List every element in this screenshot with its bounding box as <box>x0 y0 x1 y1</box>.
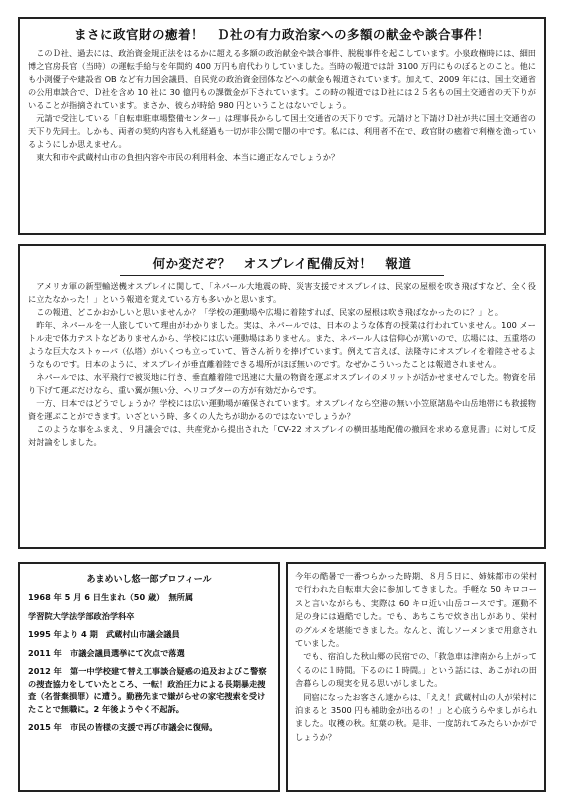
article-paragraph: ネパールでは、水平飛行で被災地に行き、垂直離着陸で迅速に大量の物資を運ぶオスプレイのメリットが活かせませんでした。物資を吊り下げて運ぶだけなら、重い翼が無い分、ヘリコプターの方が有効だからです。 <box>28 372 536 395</box>
article-paragraph: 元請で受注している「自転車駐車場整備センター」は理事長からして国土交通省の天下りです。元請けと下請けＤ社が共に国土交通省の天下り先同士。しかも、両者の契約内容も入札経過も一切が非公開で闇の中です。私には、利用者不在で、政官財の癒着で利権を漁っているようにしか思えません。 <box>28 113 536 149</box>
article-paragraph: 東大和市や武蔵村山市の負担内容や市民の利用料金、本当に適正なんでしょうか？ <box>36 152 340 162</box>
article-paragraph: 一方、日本ではどうでしょうか？学校には広い運動場が確保されています。オスプレイなら空港の無い小笠原諸島や山岳地帯にも救援物資を運ぶことができます。いざという時、多くの人たちが助かるのではないでしょうか？ <box>28 398 536 421</box>
profile-title: あまめいし悠一郎プロフィール <box>86 575 212 585</box>
profile-line: 1995 年より 4 期 武蔵村山市議会議員 <box>28 629 180 639</box>
article-paragraph: この報道、どこかおかしいと思いませんか？「学校の運動場や広場に着陸すれば、民家の屋根は吹き飛ばなかったのに？」と。 <box>36 307 503 317</box>
profile-box <box>18 562 280 792</box>
article-osprey <box>18 244 546 549</box>
profile-line: 学習院大学法学部政治学科卒 <box>28 610 135 621</box>
article-paragraph: アメリカ軍の新型輸送機オスプレイに関して、「ネパール大地震の時、災害支援でオスプレイは、民家の屋根を吹き飛ばすなど、全く役に立たなかった！」という報道を覚えている方も多いかと思います。 <box>28 281 536 304</box>
article-title: まさに政官財の癒着！ Ｄ社の有力政治家への多額の献金や談合事件！ <box>73 27 490 42</box>
profile-line: 2015 年 市民の皆様の支援で再び市議会に復帰。 <box>28 722 218 732</box>
article-paragraph: このような事をふまえ、９月議会では、共産党から提出された「CV-22 オスプレイの横田基地配備の撤回を求める意見書」に対して反対討論をしました。 <box>28 424 536 447</box>
profile-line: 1968 年 5 月 6 日生まれ（50 歳） 無所属 <box>28 592 194 602</box>
article-paragraph: 昨年、ネパールを一人旅していて理由がわかりました。実は、ネパールでは、日本のような体育の授業は行われていません。100 メートル走で体力テストなどありませんから、学校には広い運動場はありません。また、ネパール人は信仰心が篤いので、広場には、五重塔のような巨大なストゥーパ（仏塔）がいくつも立っていて、皆さん祈りを捧げています。例えて言えば、法隆寺にオスプレイを着陸させるようなものです。日本のように、オスプレイが垂直離着陸できる場所がほぼ無いのです。なぜかこういったことは報道されません。 <box>28 320 536 369</box>
article-paragraph: このＤ社、過去には、政治資金規正法をはるかに超える多額の政治献金や談合事件、脱税事件を起こしています。小泉政権時には、細田博之官房長官（当時）の運転手給与を年間約 400 万円も肩代わりしていました。当時の報道では計 3100 万円にものぼるとのこと。他にも小渕優子や建設省 OB など有力国会議員、自民党の政治資金団体などへの献金も報道されています。加えて、2009 年には、国土交通省の公用車談合で、Ｄ社を含め 10 社に 30 億円もの課徴金が下されています。この時の報道ではＤ社には２５名もの国土交通省の天下りがいることが指摘されています。まさか、彼らが時給 980 円ということはないでしょう。 <box>28 48 536 110</box>
column-paragraph: でも、宿泊した秋山郷の民宿での、「救急車は津南から上がってくるのに１時間。下るのに１時間。」という話には、あこがれの田舎暮らしの現実を見る思いがしました。 <box>295 651 537 689</box>
profile-line: 2011 年 市議会議員選挙にて次点で落選 <box>28 647 185 658</box>
profile-line: 2012 年 第一中学校建て替え工事談合疑惑の追及およびこ警察の捜査協力をしていたところ、一転！政治圧力による長期暴走捜査（名誉棄損罪）に遭う。勤務先まで嫌がらせの家宅捜索を受けたことで無職に。2 年後ようやく不起訴。 <box>28 666 267 714</box>
column-paragraph: 今年の酷暑で一番つらかった時期、８月５日に、姉妹都市の栄村で行われた自転車大会に参加してきました。手軽な 50 キロコースと言いながらも、実際は 60 キロ近い山岳コースです。運動不足の身には過酷でした。でも、あちこちで炊き出しがあり、栄村のグルメを堪能できました。なんと、流しソーメンまで用意されていました。 <box>295 571 537 649</box>
article-title: 何か変だぞ？ オスプレイ配備反対！ 報道 <box>120 254 444 276</box>
article-political-donations <box>18 17 546 235</box>
column-paragraph: 同宿になったお客さん達からは、「ええ！武蔵村山の人が栄村に泊まると 3500 円も補助金が出るの！」と心底うらやましがられました。収穫の秋。紅葉の秋。是非、一度訪れてみたらいかがでしょうか？ <box>295 691 537 742</box>
column-box <box>286 562 546 792</box>
